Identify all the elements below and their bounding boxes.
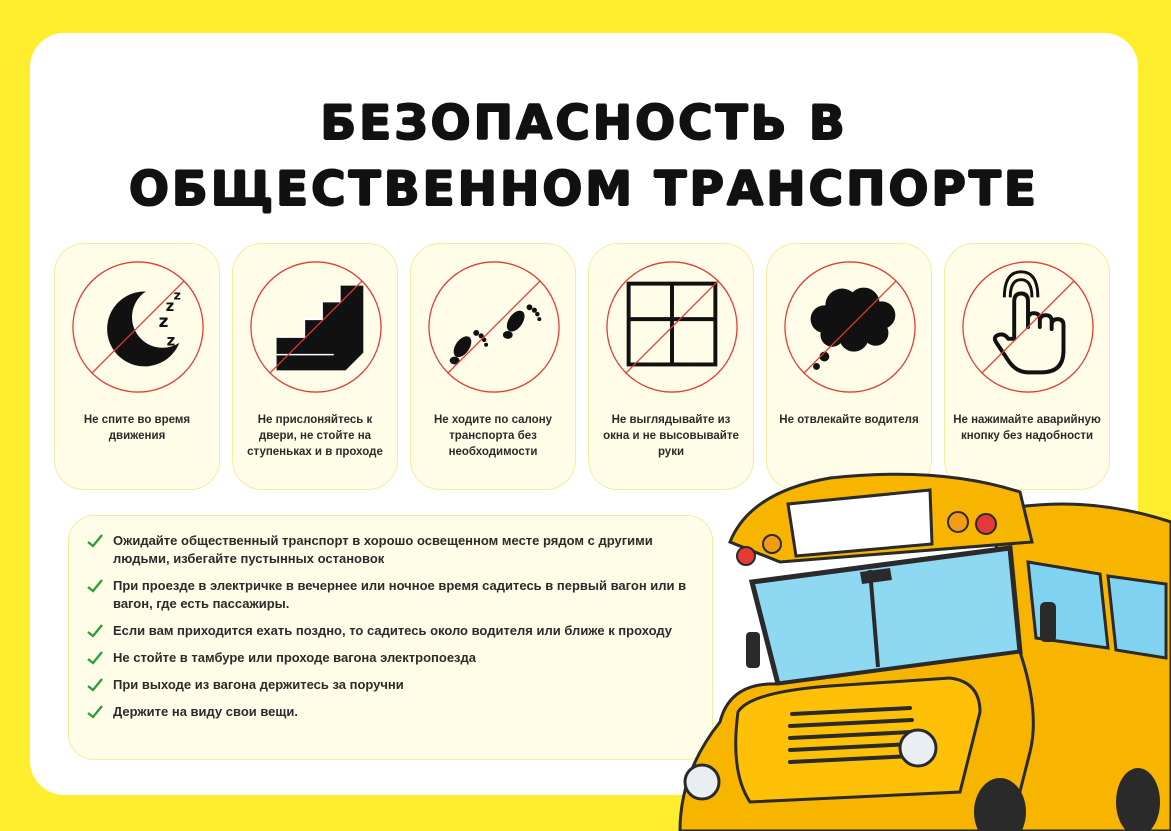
window-icon	[603, 258, 741, 396]
tips-list	[69, 516, 712, 721]
stairs-icon	[247, 258, 385, 396]
rule-card-walking	[410, 243, 576, 490]
rule-caption: Не нажимайте аварийную кнопку без надобности	[953, 414, 1101, 442]
check-icon	[87, 624, 103, 638]
tips-box	[68, 515, 713, 760]
title-line-2: ОБЩЕСТВЕННОМ ТРАНСПОРТЕ	[128, 162, 1040, 217]
tip-text: При проезде в электричке в вечернее или ночное время садитесь в первый вагон или в вагон, где есть пассажиры.	[113, 578, 687, 611]
rule-caption: Не прислоняйтесь к двери, не стойте на ступеньках и в проходе	[247, 414, 383, 458]
rule-card-door	[232, 243, 398, 490]
check-icon	[87, 534, 103, 548]
rule-caption: Не спите во время движения	[83, 414, 191, 442]
moon-sleep-icon	[69, 258, 207, 396]
tip-text: Если вам приходится ехать поздно, то садитесь около водителя или ближе к проходу	[113, 623, 673, 638]
tip-text: Ожидайте общественный транспорт в хорошо освещенном месте рядом с другими людьми, избегайте пустынных остановок	[113, 533, 653, 566]
tip-text: При выходе из вагона держитесь за поручни	[113, 677, 404, 692]
svg-text:z: z	[166, 332, 176, 350]
tip-item	[87, 577, 694, 613]
pointing-hand-icon	[959, 258, 1097, 396]
svg-text:z: z	[165, 298, 175, 316]
school-bus-icon	[660, 452, 1171, 831]
rule-caption: Не выглядывайте из окна и не высовывайте руки	[603, 414, 739, 458]
title-line-1: БЕЗОПАСНОСТЬ В	[320, 96, 848, 151]
tip-text: Держите на виду свои вещи.	[113, 704, 298, 719]
tip-item	[87, 622, 694, 640]
page-title	[30, 91, 1138, 223]
footprints-icon	[425, 258, 563, 396]
check-icon	[87, 651, 103, 665]
check-icon	[87, 705, 103, 719]
tip-item	[87, 703, 694, 721]
tip-text: Не стойте в тамбуре или проходе вагона электропоезда	[113, 650, 476, 665]
svg-text:z: z	[173, 288, 181, 304]
rule-caption: Не ходите по салону транспорта без необходимости	[433, 414, 553, 458]
tip-item	[87, 649, 694, 667]
check-icon	[87, 678, 103, 692]
rule-caption: Не отвлекайте водителя	[779, 414, 919, 426]
check-icon	[87, 579, 103, 593]
tip-item	[87, 676, 694, 694]
svg-text:z: z	[158, 311, 169, 331]
tip-item	[87, 532, 694, 568]
rule-card-sleep	[54, 243, 220, 490]
thought-cloud-icon	[781, 258, 919, 396]
